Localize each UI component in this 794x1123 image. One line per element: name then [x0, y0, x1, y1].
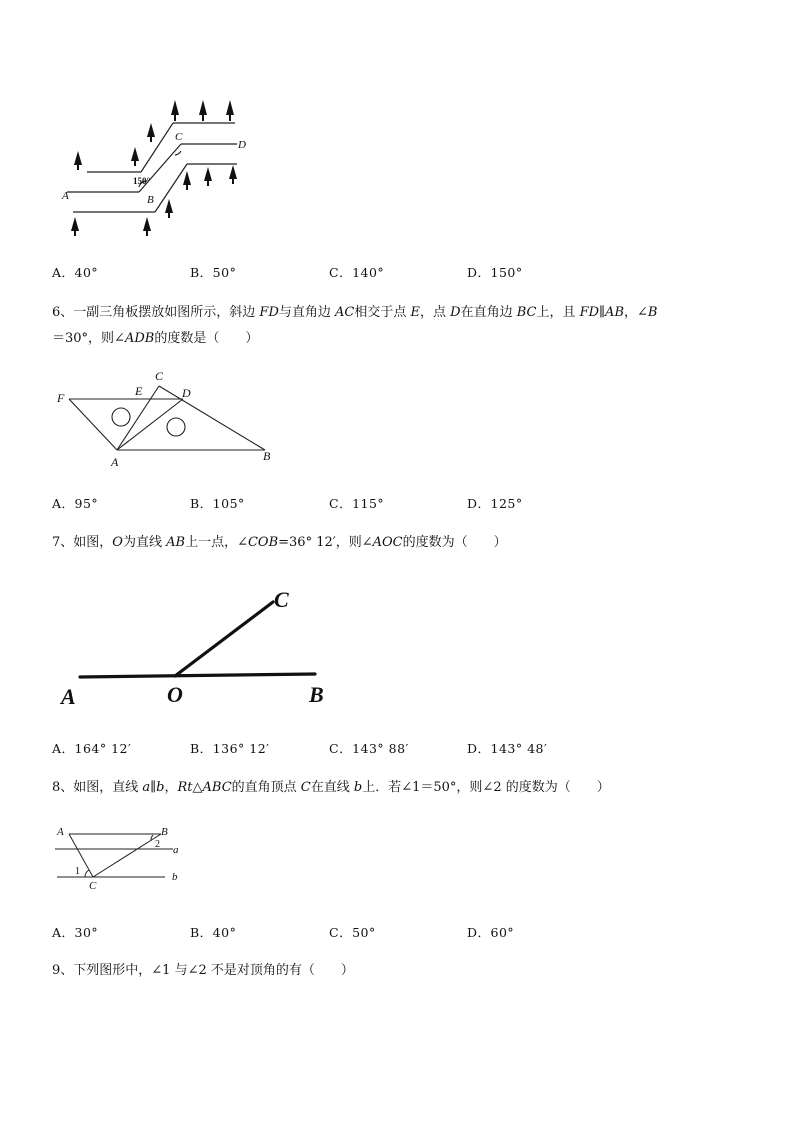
text: 与直角边	[278, 305, 336, 320]
q6-text-line1	[52, 300, 657, 326]
question-number: 7、	[52, 535, 74, 550]
text: 一副三角板摆放如图所示，斜边	[73, 305, 260, 320]
text: 在直线	[310, 780, 354, 795]
label-B: B	[263, 449, 271, 463]
var: b	[353, 780, 363, 795]
q7-option-c[interactable]: C．143° 88′	[329, 741, 409, 756]
q8-text	[52, 775, 610, 801]
text: 在直角边	[460, 305, 517, 320]
var: BC	[516, 305, 537, 320]
question-number: 6、	[52, 305, 74, 320]
figure-q5-roads	[55, 95, 255, 245]
q7-options	[52, 739, 752, 757]
tree-icon	[183, 171, 191, 190]
question-number: 8、	[52, 780, 74, 795]
angle-2-label: 2	[155, 839, 160, 850]
q7-option-a[interactable]: A．164° 12′	[52, 741, 132, 756]
tree-icon	[74, 151, 82, 170]
text: 的直角顶点	[231, 780, 301, 795]
q7-option-d[interactable]: D．143° 48′	[467, 741, 548, 756]
text: ，∠	[624, 305, 648, 320]
label-b: b	[172, 871, 178, 883]
q8-option-d[interactable]: D．60°	[467, 925, 515, 940]
q5-option-c[interactable]: C．140°	[329, 265, 385, 280]
var: FD	[259, 305, 279, 320]
text: 上一点，∠	[185, 535, 248, 550]
tree-icon	[147, 123, 155, 142]
label-O: O	[167, 682, 183, 707]
label-F: F	[57, 391, 65, 405]
text: ，点	[420, 305, 451, 320]
var: AOC	[372, 535, 403, 550]
text: 的度数为（ ）	[402, 535, 507, 550]
q5-option-a[interactable]: A．40°	[52, 265, 99, 280]
var: O	[112, 535, 123, 550]
tree-icon	[143, 217, 151, 236]
label-a: a	[173, 844, 179, 856]
label-B: B	[309, 682, 324, 707]
text: =36° 12′，则∠	[278, 535, 373, 550]
q5-options	[52, 263, 752, 281]
var: B	[647, 305, 658, 320]
tree-icon	[171, 100, 179, 121]
text: 上．若∠1＝50°，则∠2 的度数为（ ）	[362, 780, 610, 795]
label-B: B	[147, 194, 154, 206]
figure-q7-angle	[55, 580, 345, 710]
q5-option-d[interactable]: D．150°	[467, 265, 523, 280]
text: 相交于点	[354, 305, 411, 320]
tree-icon	[204, 167, 212, 186]
label-A: A	[61, 684, 76, 709]
q6-option-c[interactable]: C．115°	[329, 496, 385, 511]
label-C: C	[175, 131, 183, 143]
label-A: A	[111, 455, 119, 469]
text: 下列图形中，∠1 与∠2 不是对顶角的有（ ）	[73, 963, 354, 978]
text: 的度数是（ ）	[154, 331, 259, 346]
q6-text-line2	[52, 326, 258, 352]
label-A: A	[57, 826, 64, 838]
var: ADB	[124, 331, 155, 346]
q5-option-b[interactable]: B．50°	[190, 265, 237, 280]
var: COB	[247, 535, 279, 550]
q6-option-a[interactable]: A．95°	[52, 496, 99, 511]
label-C: C	[89, 880, 97, 892]
text: 如图，直线	[73, 780, 143, 795]
text: 为直线	[122, 535, 167, 550]
q8-option-a[interactable]: A．30°	[52, 925, 99, 940]
label-C: C	[274, 587, 289, 612]
q8-options	[52, 923, 752, 941]
tree-icon	[226, 100, 234, 121]
label-C: C	[155, 369, 164, 383]
var: AB	[166, 535, 186, 550]
tree-icon	[199, 100, 207, 121]
label-D: D	[182, 386, 191, 400]
q6-options	[52, 494, 752, 512]
q6-option-d[interactable]: D．125°	[467, 496, 523, 511]
tree-icon	[71, 217, 79, 236]
q9-text	[52, 958, 354, 984]
tree-icon	[229, 165, 237, 184]
text: 如图，	[73, 535, 113, 550]
var: C	[300, 780, 311, 795]
tree-icon	[165, 199, 173, 218]
var: FD∥AB	[579, 305, 624, 320]
q8-option-c[interactable]: C．50°	[329, 925, 376, 940]
figure-q6-set-squares	[55, 367, 285, 472]
tree-icon	[131, 147, 139, 166]
var: a∥b	[142, 780, 165, 795]
var: E	[410, 305, 420, 320]
text: ＝30°，则∠	[52, 331, 125, 346]
q6-option-b[interactable]: B．105°	[190, 496, 245, 511]
q7-text	[52, 530, 507, 556]
angle-label: 150°	[133, 176, 151, 186]
label-E: E	[135, 384, 143, 398]
text: 上，且	[536, 305, 580, 320]
text: ，	[164, 780, 178, 795]
var: AC	[335, 305, 355, 320]
figure-q8-parallel-lines	[55, 822, 190, 892]
question-number: 9、	[52, 963, 74, 978]
q7-option-b[interactable]: B．136° 12′	[190, 741, 270, 756]
label-A: A	[62, 190, 69, 202]
q8-option-b[interactable]: B．40°	[190, 925, 237, 940]
var: D	[450, 305, 461, 320]
angle-1-label: 1	[75, 866, 80, 877]
label-D: D	[238, 139, 246, 151]
var: Rt△ABC	[177, 780, 232, 795]
label-B: B	[161, 826, 168, 838]
